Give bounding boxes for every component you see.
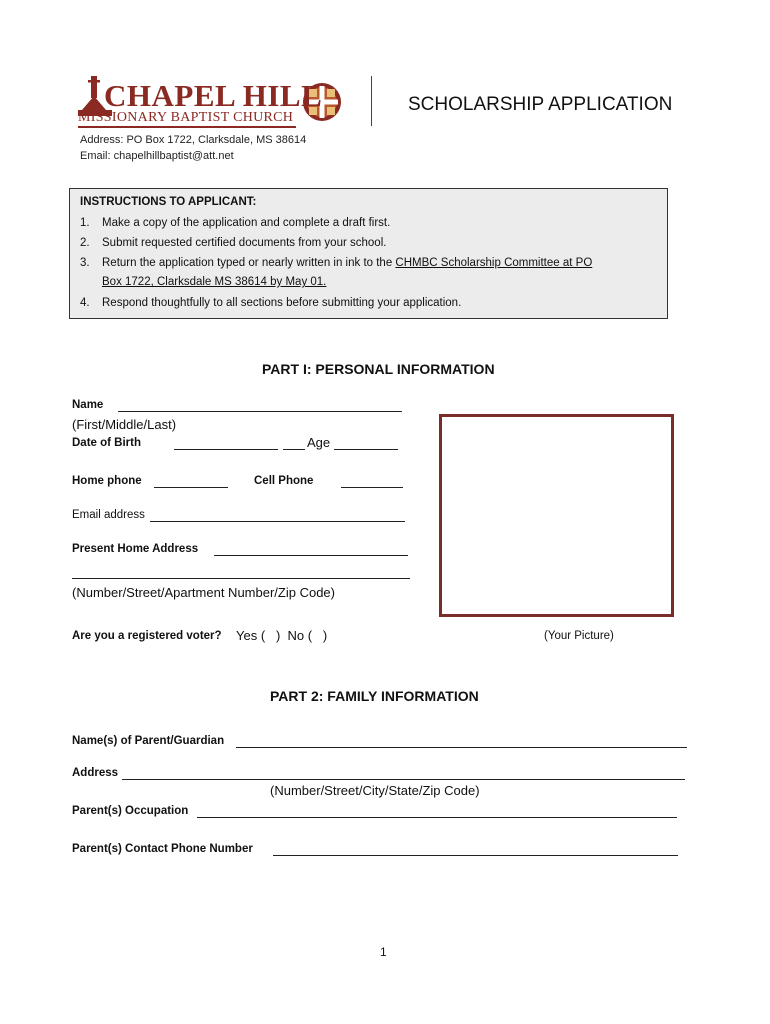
address-hint: (Number/Street/Apartment Number/Zip Code) bbox=[72, 585, 335, 600]
voter-label: Are you a registered voter? bbox=[72, 630, 222, 642]
instruction-text: Respond thoughtfully to all sections before submitting your application. bbox=[102, 297, 462, 309]
name-label: Name bbox=[72, 399, 104, 411]
document-title: SCHOLARSHIP APPLICATION bbox=[408, 94, 673, 115]
voter-options[interactable]: Yes ( ) No ( ) bbox=[236, 628, 328, 643]
dob-label: Date of Birth bbox=[72, 437, 141, 449]
parent-address-field[interactable] bbox=[122, 779, 685, 780]
instruction-text-continued: Box 1722, Clarksdale MS 38614 by May 01. bbox=[102, 276, 327, 288]
occupation-field[interactable] bbox=[197, 817, 677, 818]
instruction-text: Submit requested certified documents from your school. bbox=[102, 237, 387, 249]
part1-title: PART I: PERSONAL INFORMATION bbox=[262, 361, 495, 377]
name-hint: (First/Middle/Last) bbox=[72, 417, 177, 432]
photo-caption: (Your Picture) bbox=[544, 630, 614, 642]
instruction-text: Make a copy of the application and complete a draft first. bbox=[102, 217, 391, 229]
instruction-number: 1. bbox=[80, 217, 90, 229]
instruction-number: 4. bbox=[80, 297, 90, 309]
occupation-label: Parent(s) Occupation bbox=[72, 805, 189, 817]
instructions-title: INSTRUCTIONS TO APPLICANT: bbox=[80, 196, 257, 208]
instruction-text: Return the application typed or nearly written in ink to the bbox=[102, 257, 396, 269]
home-address-field-line2[interactable] bbox=[72, 578, 410, 579]
parent-address-hint: (Number/Street/City/State/Zip Code) bbox=[270, 783, 480, 798]
photo-box[interactable] bbox=[439, 414, 674, 617]
parent-guardian-label: Name(s) of Parent/Guardian bbox=[72, 735, 225, 747]
parent-guardian-field[interactable] bbox=[236, 747, 687, 748]
cell-phone-field[interactable] bbox=[341, 487, 403, 488]
email-label: Email address bbox=[72, 509, 145, 521]
part2-title: PART 2: FAMILY INFORMATION bbox=[270, 688, 479, 704]
parent-address-label: Address bbox=[72, 767, 119, 779]
page-number: 1 bbox=[380, 945, 387, 959]
dob-field[interactable] bbox=[174, 449, 278, 450]
header-divider bbox=[371, 76, 372, 126]
instruction-number: 3. bbox=[80, 257, 90, 269]
name-field[interactable] bbox=[118, 411, 402, 412]
age-field[interactable] bbox=[334, 449, 398, 450]
instruction-item bbox=[80, 257, 660, 273]
instruction-item bbox=[80, 297, 660, 313]
church-email: Email: chapelhillbaptist@att.net bbox=[80, 150, 234, 162]
dob-field-extra[interactable] bbox=[283, 449, 305, 450]
logo-name: CHAPEL HILL bbox=[104, 78, 323, 113]
instruction-text-wrap bbox=[102, 257, 592, 269]
logo-subtitle: MISSIONARY BAPTIST CHURCH bbox=[78, 110, 294, 125]
email-field[interactable] bbox=[150, 521, 405, 522]
instruction-item bbox=[80, 217, 660, 233]
committee-address-link: CHMBC Scholarship Committee at PO bbox=[395, 257, 593, 269]
instruction-item bbox=[80, 237, 660, 253]
home-phone-label: Home phone bbox=[72, 475, 142, 487]
instruction-item-continued bbox=[80, 276, 660, 292]
instruction-number: 2. bbox=[80, 237, 90, 249]
cell-phone-label: Cell Phone bbox=[254, 475, 314, 487]
age-label: Age bbox=[307, 435, 331, 450]
home-address-field[interactable] bbox=[214, 555, 408, 556]
contact-phone-label: Parent(s) Contact Phone Number bbox=[72, 843, 253, 855]
home-address-label: Present Home Address bbox=[72, 543, 199, 555]
home-phone-field[interactable] bbox=[154, 487, 228, 488]
church-address: Address: PO Box 1722, Clarksdale, MS 38614 bbox=[80, 134, 307, 146]
contact-phone-field[interactable] bbox=[273, 855, 678, 856]
